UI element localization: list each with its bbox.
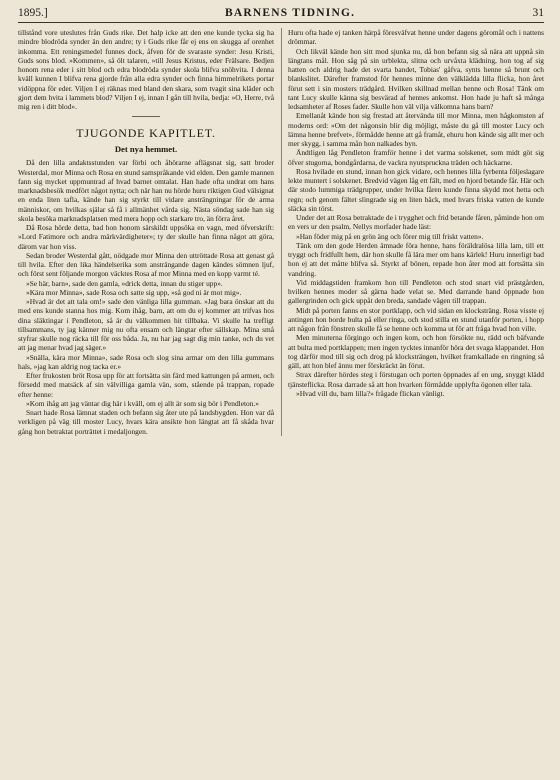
column-divider	[281, 28, 282, 436]
text-paragraph: Emellanåt kände hon sig frestad att återvända till mor Minna, men hågkomsten af moderns ord: »Om det någonsin blir dig möjligt, måste du gå till moster Lucy och lämna henne brefvet», förmådde henne att gå framåt, ehuru hon kände sig allt mer och mer skygg, i samma mån hon nalkades byn.	[288, 111, 544, 148]
text-paragraph: »Snälla, kära mor Minna», sade Rosa och slog sina armar om den lilla gummans hals, »jag kan aldrig nog tacka er.»	[18, 352, 274, 371]
text-paragraph: Strax därefter hördes steg i förstugan och porten öppnades af en ung, snyggt klädd tjänsteflicka. Rosa darrade så att hon hvarken förmådde upplyfta ögonen eller tala.	[288, 370, 544, 389]
page-number: 31	[532, 7, 544, 19]
text-paragraph: »Hvad vill du, barn lilla?» frågade flickan vänligt.	[296, 388, 445, 398]
text-paragraph: Huru ofta hade ej tanken härpå föresväfvat henne under dagens göromål och i nattens drömmar.	[288, 28, 544, 47]
text-paragraph: Då Rosa hörde detta, bad hon honom särskildt uppsöka en vagn, med öfverskrift: »Lord Fatimore och andra märkvärdigheter»; ty der skulle han finna något att göra, därom var hon viss.	[18, 223, 274, 251]
issue-year: 1895.]	[18, 7, 48, 19]
text-paragraph: Snart hade Rosa lämnat staden och befann sig åter ute på landsbygden. Hon var då verkligen på väg till moster Lucy, hvars kära ansikte hon längtat att få skåda hvar gång hon betraktat porträttet i medaljongen.	[18, 408, 274, 436]
text-paragraph: Rosa hvilade en stund, innan hon gick vidare, och hennes lilla fyrbenta följeslagare lekte muntert i solskenet. Bredvid vägen låg ett fält, med en hjord betande får. Här och där stodo lummiga trädgrupper, under hvilka fåren kunde finna skydd mot hetta och regn; och genom fältet slingrade sig en liten bäck, med hvars friska vatten de kunde släcka sin törst.	[288, 166, 544, 213]
section-divider	[132, 116, 160, 117]
page-header	[18, 6, 544, 23]
text-paragraph: Sedan broder Westerdal gått, nödgade mor Minna den uttröttade Rosa att genast gå till hvila. Efter den lika händelserika som ansträngande dagen kändes sömnen ljuf, och först sent följande morgon väcktes Rosa af mor Minna med en kopp varmt té.	[18, 250, 274, 279]
text-paragraph: Ändtligen låg Pendleton framför henne i det varma solskenet, som midt göt sig öfver stugorna, bondgårdarna, de vackra nyutspruckna träden och häckarne.	[288, 148, 544, 167]
right-column	[288, 28, 544, 436]
text-paragraph: »Kom ihåg att jag väntar dig här i kväll, om ej allt är som sig bör i Pendleton.»	[26, 398, 259, 408]
text-paragraph: Och likväl kände hon sitt mod sjunka nu, då hon befann sig så nära att uppnå sin längtans mål. Hon såg på sin urblekta, slitna och urvåxta klädning, hon tog af sig hatten och aldrig hade det svarta bandet, Tobias' gåfva, synts henne så brunt och blankslitet. Därefter framstod för hennes minne den välklädda lilla flicka, hon året förut sett i sin mosters trädgård. Hvilken skillnad mellan henne och Rosa! Tänk om tant Lucy skulle känna sig besvärad af hennes ankomst. Hon hade ju haft så många ledsamheter af Roses fader. Skulle hon väl vilja välkomna hans barn?	[288, 46, 544, 111]
chapter-subtitle: Det nya hemmet.	[114, 144, 178, 155]
left-column	[18, 28, 274, 436]
publication-title: BARNENS TIDNING.	[225, 7, 356, 19]
text-paragraph: »Se här, barn», sade den gamla, »drick detta, innan du stiger upp».	[26, 278, 223, 288]
text-paragraph: »Han föder mig på en grön äng och förer mig till friskt vatten».	[296, 231, 484, 241]
text-paragraph: Efter frukosten bröt Rosa upp för att fortsätta sin färd med kattungen på armen, och försedd med matsäck af sin välvilliga gamla vän, som, stående på trappan, ropade efter henne:	[18, 371, 274, 399]
text-paragraph: Midt på porten fanns en stor portklapp, och vid sidan en klocksträng. Rosa visste ej antingen hon borde bulta på eller ringa, och stod stilla en stund utanför porten, i hopp att någon från fönstren skulle få se henne och komma ut för att fråga hvad hon ville.	[288, 305, 544, 333]
text-paragraph: Tänk om den gode Herden ämnade föra henne, hans föräldralösa lilla lam, till ett tryggt och fridfullt hem, där hon skulle få lära mer om hans kärlek! Huru innerligt bad hon ej att det måtte blifva så. Styrkt af bönen, repade hon åter mod att fortsätta sin vandring.	[288, 240, 544, 278]
text-paragraph: tillstånd vore uteslutes från Guds rike. Det halp icke att den ene kunde tycka sig ha mindre blodröda synder än den andre; ty i Guds rike får ej ens en skugga af orenhet inkomma. Ett reningsmedel funnes dock, åfven för de svaraste synder: Jesu Kristi, Guds sons blod. »Kommen», så ölt talaren, »till Jesus Kristus, eder Frälsare. Bedjen honom rena eder i sitt blod och edra blodröda synder skola blifva snöhvita. I denna kväll kunnen I blifva rena gjorde från alla edra synder och finna himmelrikets portar vidöppna för eder. Viljen I ej räknas med bland den skara, som tvagit sina kläder och gjort dem hvita i lammets blod? Viljen I ej, innan I gån till hvila, bedja: »O, Herre, två mig ren i ditt blod».	[18, 28, 274, 111]
chapter-title: TJUGONDE KAPITLET.	[76, 126, 216, 141]
text-paragraph: Då den lilla andaktsstunden var förbi och åhörarne aflägsnat sig, satt broder Westerdal, mor Minna och Rosa en stund samspråkande vid elden. Den gamle mannen fann sig mycket uppmuntrad af hvad barnet omtalat. Han hade ofta undrat om hans marknadsbesök medfört något nytta; och när han nu hörde huru riktigen Gud välsignat en enda liten tafla, kände han sig styrkt till vidare ansträngningar för de arma människor, om hvilkas själar så få i allmänhet vårda sig. Nästa söndag sade han sig skola besöka marknadsplatsen med mera hopp och starkare tro, än förra året.	[18, 158, 274, 223]
text-paragraph: »Hvad är det att tala om!» sade den vänliga lilla gumman. »Jag bara önskar att du med ens kunde stanna hos mig. Kom ihåg, barn, att om du ej kommer att trifvas hos dina släktingar i Pendleton, så är du välkommen hit tillbaka. Vi skulle ha trefligt tillsammans, ty jag känner mig nu ofta ensam och längtar efter sällskap. Mina små styfrar skulle nog räcka till för oss båda. Ja, nu har jag sagt dig min tanke, och du vet att jag menar hvad jag säger.»	[18, 297, 274, 353]
text-paragraph: »Kära mor Minna», sade Rosa och satte sig upp, »så god ni är mot mig».	[26, 287, 242, 297]
text-paragraph: Vid middagstiden framkom hon till Pendleton och stod snart vid prästgården, hvilken hennes moder så gärna hade velat se. Med darrande hand öppnade hon gallergrinden och gick uppåt den breda, sandade vägen till trappan.	[288, 277, 544, 306]
text-paragraph: Under det att Rosa betraktade de i trygghet och frid betande fåren, påminde hon om en vers ur den psalm, Nellys morfader hade läst:	[288, 213, 544, 232]
text-paragraph: Men minuterna förgingo och ingen kom, och hon försökte nu, rädd och bäfvande att bulta med portklappen; men ingen tycktes innanför höra det svaga klappandet. Hon tog därför mod till sig och drog på klocksträngen, hvilket framkallade en ringning så gäll, att hon blef ännu mer förskräckt än förut.	[288, 333, 544, 370]
